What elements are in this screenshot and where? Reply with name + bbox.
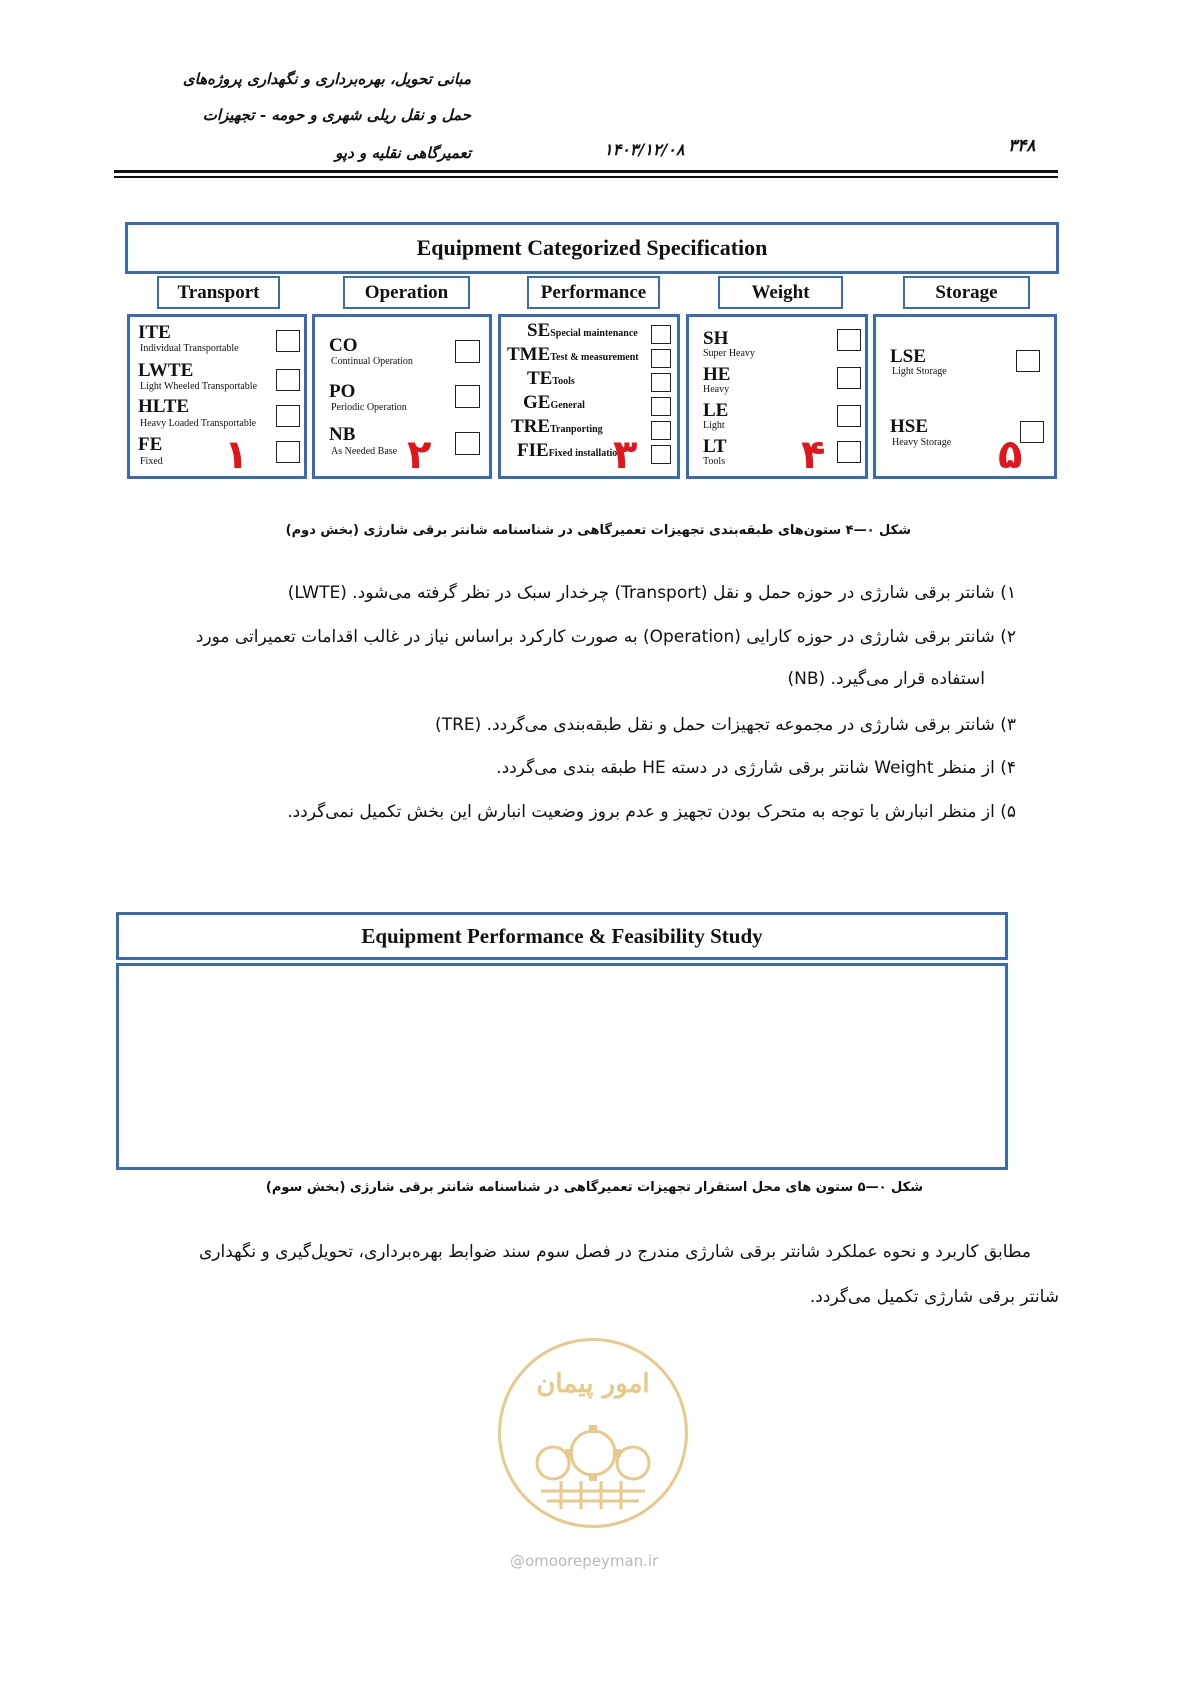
code-hlte: HLTE (138, 396, 190, 417)
page-number: ۳۴۸ (1008, 136, 1036, 156)
marker-4: ۴ (801, 432, 826, 478)
code-lwte: LWTE (138, 360, 194, 381)
desc-hlte: Heavy Loaded Transportable (140, 418, 257, 429)
item-se: SESpecial maintenance (527, 320, 638, 341)
checkbox-hlte[interactable] (276, 405, 300, 427)
code-lt: LT (703, 436, 727, 457)
desc-lwte: Light Wheeled Transportable (140, 381, 258, 392)
code-co: CO (329, 335, 358, 356)
checkbox-co[interactable] (455, 340, 480, 363)
marker-3: ۳ (613, 432, 638, 478)
code-fe: FE (138, 434, 163, 455)
storage-column (873, 314, 1057, 479)
watermark-handle: @omoorepeyman.ir (510, 1552, 659, 1570)
checkbox-le[interactable] (837, 405, 861, 427)
desc-lt: Tools (703, 456, 726, 467)
figure1-title: Equipment Categorized Specification (125, 222, 1059, 274)
transport-column (127, 314, 307, 479)
list-item-5: ۵) از منظر انبارش با توجه به متحرک بودن تجهیز و عدم بروز وضعیت انبارش این بخش تکمیل نمی‌گردد. (287, 802, 1016, 822)
checkbox-fe[interactable] (276, 441, 300, 463)
item-te: TETools (527, 368, 575, 389)
checkbox-te[interactable] (651, 373, 671, 392)
header-date: ۱۴۰۳/۱۲/۰۸ (604, 140, 685, 159)
code-he: HE (703, 364, 731, 385)
desc-lse: Light Storage (892, 366, 947, 377)
marker-5: ۵ (998, 432, 1023, 478)
item-ge: GEGeneral (523, 392, 585, 413)
list-item-2: ۲) شانتر برقی شارژی در حوزه کارایی (Operation) به صورت کارکرد براساس نیاز در غالب اقدامات تعمیراتی مورد (195, 627, 1016, 647)
checkbox-po[interactable] (455, 385, 480, 408)
checkbox-ge[interactable] (651, 397, 671, 416)
desc-fe: Fixed (140, 456, 163, 467)
checkbox-fie[interactable] (651, 445, 671, 464)
desc-co: Continual Operation (331, 356, 413, 367)
figure2-caption: شکل ۰—۵ ستون های محل استقرار تجهیزات تعمیرگاهی در شناسنامه شانتر برقی شارژی (بخش سوم) (265, 1180, 923, 1195)
desc-po: Periodic Operation (331, 402, 407, 413)
code-hse: HSE (890, 416, 929, 437)
weight-column (686, 314, 868, 479)
code-sh: SH (703, 328, 729, 349)
code-nb: NB (329, 424, 356, 445)
category-performance: Performance (527, 276, 660, 309)
item-tme: TMETest & measurement (507, 344, 639, 365)
checkbox-tme[interactable] (651, 349, 671, 368)
item-tre: TRETranporting (511, 416, 603, 437)
checkbox-he[interactable] (837, 367, 861, 389)
checkbox-sh[interactable] (837, 329, 861, 351)
desc-hse: Heavy Storage (892, 437, 952, 448)
category-operation: Operation (343, 276, 470, 309)
figure2-body-frame (116, 963, 1008, 1170)
closing-line1: مطابق کاربرد و نحوه عملکرد شانتر برقی شارژی مندرج در فصل سوم سند ضوابط بهره‌برداری، تحویل‌گیری و نگهداری (198, 1242, 1031, 1262)
figure2-title: Equipment Performance & Feasibility Study (116, 912, 1008, 960)
category-weight: Weight (718, 276, 843, 309)
category-storage: Storage (903, 276, 1030, 309)
checkbox-nb[interactable] (455, 432, 480, 455)
operation-column (312, 314, 492, 479)
code-le: LE (703, 400, 729, 421)
checkbox-hse[interactable] (1020, 421, 1044, 443)
closing-line2: شانتر برقی شارژی تکمیل می‌گردد. (809, 1287, 1059, 1307)
figure1-caption: شکل ۰—۴ ستون‌های طبقه‌بندی تجهیزات تعمیرگاهی در شناسنامه شانتر برقی شارژی (بخش دوم) (285, 523, 911, 538)
header-title-line2: حمل و نقل ریلی شهری و حومه - تجهیزات (202, 106, 471, 124)
checkbox-se[interactable] (651, 325, 671, 344)
watermark-logo-text: امور پیمان (536, 1369, 650, 1399)
code-po: PO (329, 381, 356, 402)
checkbox-tre[interactable] (651, 421, 671, 440)
item-fie: FIEFixed installation (517, 440, 623, 461)
category-transport: Transport (157, 276, 280, 309)
list-item-2-continuation: استفاده قرار می‌گیرد. (NB) (787, 669, 985, 689)
checkbox-lse[interactable] (1016, 350, 1040, 372)
desc-ite: Individual Transportable (140, 343, 239, 354)
checkbox-ite[interactable] (276, 330, 300, 352)
code-ite: ITE (138, 322, 171, 343)
list-item-1: ۱) شانتر برقی شارژی در حوزه حمل و نقل (Transport) چرخدار سبک در نظر گرفته می‌شود. (LWTE) (287, 583, 1016, 603)
desc-le: Light (703, 420, 725, 431)
code-lse: LSE (890, 346, 926, 367)
list-item-4: ۴) از منظر Weight شانتر برقی شارژی در دسته HE طبقه بندی می‌گردد. (496, 758, 1016, 778)
header-rule-thin (114, 176, 1058, 178)
checkbox-lwte[interactable] (276, 369, 300, 391)
marker-2: ۲ (407, 432, 432, 478)
desc-sh: Super Heavy (703, 348, 755, 359)
checkbox-lt[interactable] (837, 441, 861, 463)
header-title-line1: مبانی تحویل، بهره‌برداری و نگهداری پروژه‌های (182, 70, 471, 88)
list-item-3: ۳) شانتر برقی شارژی در مجموعه تجهیزات حمل و نقل طبقه‌بندی می‌گردد. (TRE) (435, 715, 1016, 735)
desc-nb: As Needed Base (331, 446, 398, 457)
desc-he: Heavy (703, 384, 730, 395)
header-rule (114, 170, 1058, 173)
header-title-line3: تعمیرگاهی نقلیه و دپو (335, 144, 471, 162)
marker-1: ۱ (224, 432, 249, 478)
performance-column (498, 314, 680, 479)
watermark-logo (498, 1338, 688, 1528)
